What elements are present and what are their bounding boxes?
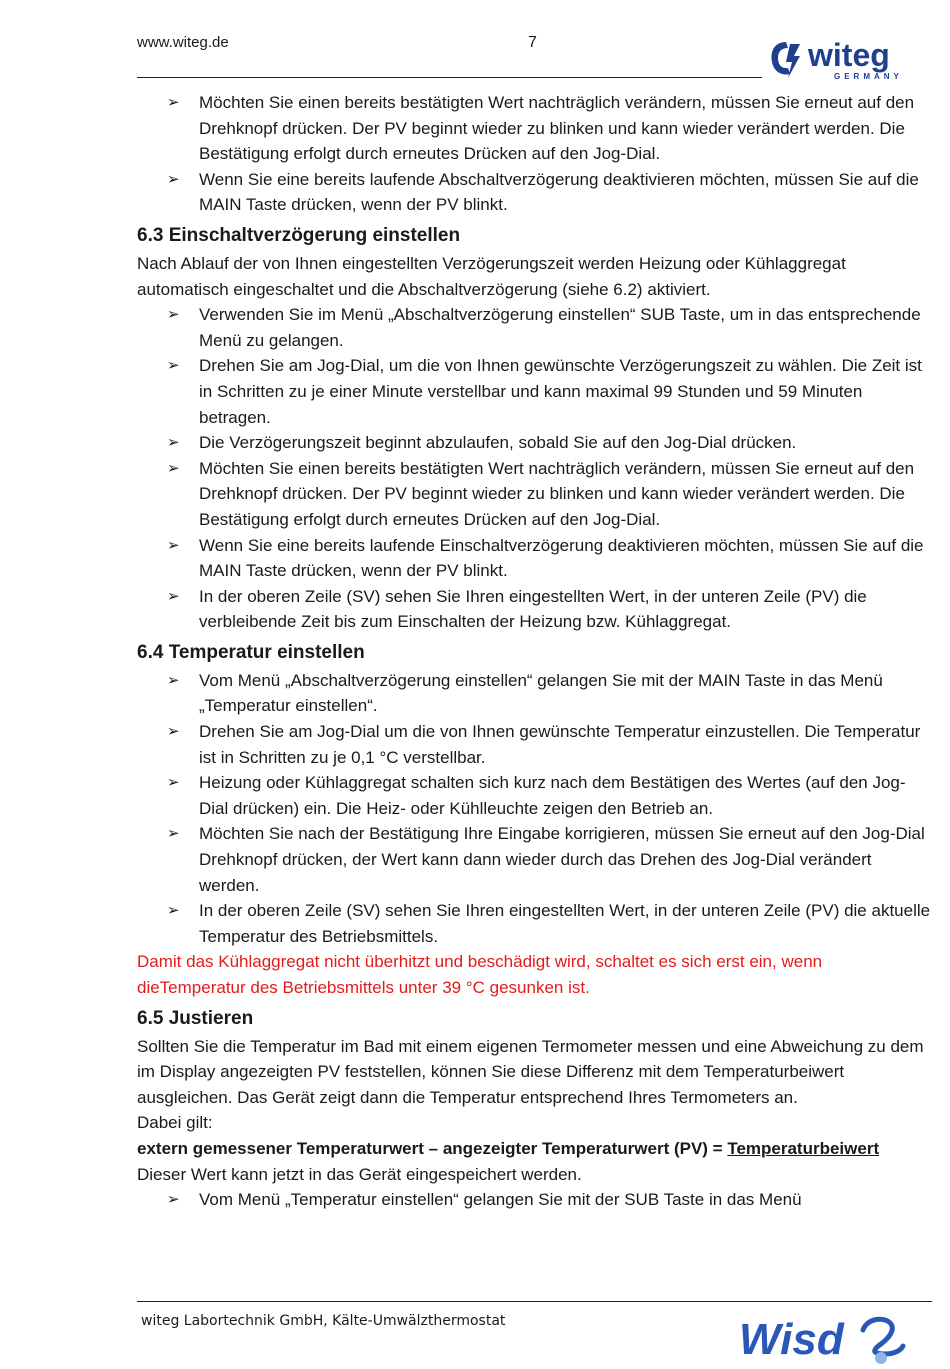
bullet-item xyxy=(137,719,932,770)
bullet-text: Drehen Sie am Jog-Dial um die von Ihnen gewünschte Temperatur einzustellen. Die Temperatur ist in Schritten zu je 0,1 °C verstellbar. xyxy=(199,722,921,767)
wisd-logo xyxy=(735,1308,910,1366)
wisd-logo-text: Wisd xyxy=(739,1315,844,1364)
bullet-item xyxy=(137,668,932,719)
footer-text: witeg Labortechnik GmbH, Kälte-Umwälzthermostat xyxy=(141,1313,506,1329)
bullet-item xyxy=(137,898,932,949)
bullet-item xyxy=(137,821,932,898)
arrow-bullet-icon: ➢ xyxy=(167,535,180,554)
arrow-bullet-icon: ➢ xyxy=(167,458,180,477)
bullet-item xyxy=(137,770,932,821)
header-url: www.witeg.de xyxy=(137,34,229,51)
bullet-item xyxy=(137,302,932,353)
bullet-item xyxy=(137,456,932,533)
bullet-item xyxy=(137,1187,932,1213)
bullet-text: In der oberen Zeile (SV) sehen Sie Ihren eingestellten Wert, in der unteren Zeile (PV) die aktuelle Temperatur des Betriebsmittels. xyxy=(199,901,931,946)
arrow-bullet-icon: ➢ xyxy=(167,433,180,452)
bullet-text: Möchten Sie einen bereits bestätigten Wert nachträglich verändern, müssen Sie erneut auf den Drehknopf drücken. Der PV beginnt wieder zu blinken und kann wieder verändert werden. Die Bestätigung erfolgt durch erneutes Drücken auf den Jog-Dial. xyxy=(199,93,915,164)
arrow-bullet-icon: ➢ xyxy=(167,356,180,375)
bullet-text: Wenn Sie eine bereits laufende Einschaltverzögerung deaktivieren möchten, müssen Sie auf die MAIN Taste drücken, wenn der PV blinkt. xyxy=(199,535,924,581)
bullet-item xyxy=(137,584,932,635)
bullet-item xyxy=(137,167,932,218)
section-heading: 6.4 Temperatur einstellen xyxy=(137,641,365,663)
arrow-bullet-icon: ➢ xyxy=(167,901,180,920)
bullet-text: Vom Menü „Temperatur einstellen“ gelangen Sie mit der SUB Taste in das Menü xyxy=(199,1190,802,1210)
arrow-bullet-icon: ➢ xyxy=(167,824,180,843)
arrow-bullet-icon: ➢ xyxy=(167,1190,180,1209)
witeg-logo xyxy=(766,34,931,84)
bullet-text: In der oberen Zeile (SV) sehen Sie Ihren eingestellten Wert, in der unteren Zeile (PV) die verbleibende Zeit bis zum Einschalten der Heizung bzw. Kühlaggregat. xyxy=(199,586,867,632)
arrow-bullet-icon: ➢ xyxy=(167,586,180,605)
bullet-item xyxy=(137,533,932,584)
paragraph: Dieser Wert kann jetzt in das Gerät eingespeichert werden. xyxy=(137,1164,582,1184)
arrow-bullet-icon: ➢ xyxy=(167,305,180,324)
witeg-logo-text: witeg xyxy=(808,37,890,73)
document-body xyxy=(137,90,932,1213)
page-number: 7 xyxy=(528,34,537,51)
bullet-text: Verwenden Sie im Menü „Abschaltverzögerung einstellen“ SUB Taste, um in das entsprechende Menü zu gelangen. xyxy=(199,305,921,350)
paragraph: Nach Ablauf der von Ihnen eingestellten Verzögerungszeit werden Heizung oder Kühlaggregat automatisch eingeschaltet und die Abschaltverzögerung (siehe 6.2) aktiviert. xyxy=(137,253,846,299)
paragraph: Dabei gilt: xyxy=(137,1113,213,1133)
section-heading: 6.3 Einschaltverzögerung einstellen xyxy=(137,224,461,246)
section-heading: 6.5 Justieren xyxy=(137,1007,254,1029)
witeg-logo-subtext: GERMANY xyxy=(834,72,903,81)
bullet-item xyxy=(137,430,932,456)
bullet-text: Möchten Sie einen bereits bestätigten Wert nachträglich verändern, müssen Sie erneut auf den Drehknopf drücken. Der PV beginnt wieder zu blinken und kann wieder verändert werden. Die Bestätigung erfolgt durch erneutes Drücken auf den Jog-Dial. xyxy=(199,458,915,529)
footer-divider xyxy=(137,1301,932,1302)
bullet-text: Vom Menü „Abschaltverzögerung einstellen“ gelangen Sie mit der MAIN Taste in das Menü „Temperatur einstellen“. xyxy=(199,670,883,716)
arrow-bullet-icon: ➢ xyxy=(167,169,180,188)
formula xyxy=(137,1136,932,1162)
bullet-text: Wenn Sie eine bereits laufende Abschaltverzögerung deaktivieren möchten, müssen Sie auf die MAIN Taste drücken, wenn der PV blinkt. xyxy=(199,169,919,215)
arrow-bullet-icon: ➢ xyxy=(167,722,180,741)
arrow-bullet-icon: ➢ xyxy=(167,670,180,689)
warning-text: Damit das Kühlaggregat nicht überhitzt und beschädigt wird, schaltet es sich erst ein, wenn dieTemperatur des Betriebsmittels unter 39 °C gesunken ist. xyxy=(137,952,823,997)
bullet-text: Die Verzögerungszeit beginnt abzulaufen, sobald Sie auf den Jog-Dial drücken. xyxy=(199,433,797,453)
paragraph: Sollten Sie die Temperatur im Bad mit einem eigenen Termometer messen und eine Abweichung zu dem im Display angezeigten PV feststellen, können Sie diese Differenz mit dem Temperaturbeiwert ausgleichen. Das Gerät zeigt dann die Temperatur entsprechend Ihres Termometers an. xyxy=(137,1036,924,1107)
arrow-bullet-icon: ➢ xyxy=(167,773,180,792)
bullet-item xyxy=(137,90,932,167)
header-divider xyxy=(137,77,762,78)
formula-text: extern gemessener Temperaturwert – angezeigter Temperaturwert (PV) = xyxy=(137,1138,728,1158)
bullet-text: Heizung oder Kühlaggregat schalten sich kurz nach dem Bestätigen des Wertes (auf den Jog-Dial drücken) ein. Die Heiz- oder Kühlleuchte zeigen den Betrieb an. xyxy=(199,773,906,818)
bullet-text: Drehen Sie am Jog-Dial, um die von Ihnen gewünschte Verzögerungszeit zu wählen. Die Zeit ist in Schritten zu je einer Minute verstellbar und kann maximal 99 Stunden und 59 Minuten betragen. xyxy=(199,356,922,427)
bullet-text: Möchten Sie nach der Bestätigung Ihre Eingabe korrigieren, müssen Sie erneut auf den Jog-Dial Drehknopf drücken, der Wert kann dann wieder durch das Drehen des Jog-Dial verändert werden. xyxy=(199,824,925,895)
arrow-bullet-icon: ➢ xyxy=(167,93,180,111)
formula-result: Temperaturbeiwert xyxy=(727,1138,880,1158)
bullet-item xyxy=(137,353,932,430)
